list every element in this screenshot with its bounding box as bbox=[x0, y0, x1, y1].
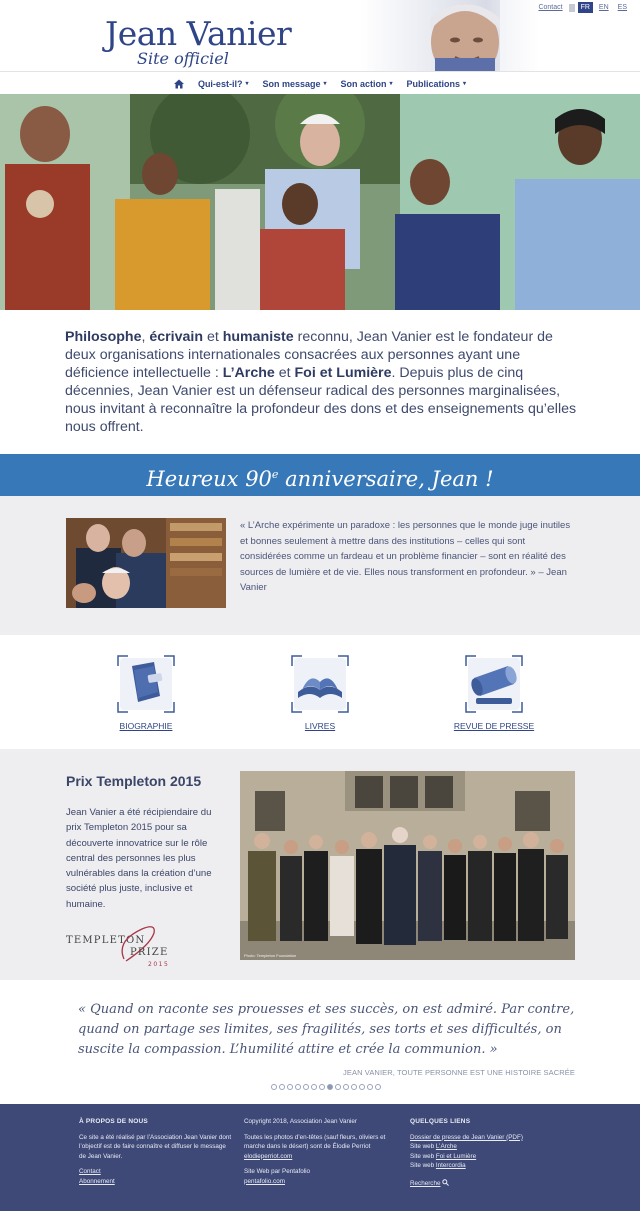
divider bbox=[569, 4, 575, 12]
resource-links bbox=[0, 635, 640, 749]
pentafolio-link[interactable]: pentafolio.com bbox=[244, 1177, 285, 1185]
search-link[interactable]: Recherche bbox=[410, 1179, 441, 1187]
biography-card[interactable] bbox=[96, 652, 196, 731]
intro-text: . Depuis plus de cinq décennies, Jean Vanier est un défenseur radical des personnes marginalisées, nous invitant à reconnaître la profondeur des dons et des enseignements qu’elles nous offrent. bbox=[65, 365, 577, 435]
nav-qui-est-il[interactable] bbox=[198, 79, 249, 89]
carousel-dot[interactable] bbox=[343, 1084, 349, 1090]
keyword: Foi et Lumière bbox=[294, 365, 392, 381]
nav-label: Son action bbox=[340, 78, 387, 89]
carousel-dot[interactable] bbox=[271, 1084, 277, 1090]
chevron-down-icon: ▾ bbox=[323, 81, 327, 87]
carousel-dot[interactable] bbox=[351, 1084, 357, 1090]
main-nav bbox=[0, 73, 640, 94]
quote-section bbox=[0, 496, 640, 635]
intro-paragraph bbox=[65, 328, 580, 436]
press-card[interactable] bbox=[444, 652, 544, 731]
carousel-dot[interactable] bbox=[279, 1084, 285, 1090]
nav-label: Qui-est-il? bbox=[197, 78, 243, 89]
copyright-text: Copyright 2018, Association Jean Vanier bbox=[244, 1118, 357, 1125]
chevron-down-icon: ▾ bbox=[463, 81, 467, 87]
footer-copyright bbox=[244, 1117, 394, 1186]
link-prefix: Site web bbox=[410, 1162, 436, 1169]
contact-link[interactable]: Contact bbox=[538, 4, 563, 11]
templeton-title: Prix Templeton 2015 bbox=[66, 773, 202, 789]
link-prefix: Site web bbox=[410, 1152, 436, 1160]
logo-year: 2015 bbox=[148, 961, 170, 968]
press-link[interactable]: REVUE DE PRESSE bbox=[453, 721, 535, 731]
carousel-dot[interactable] bbox=[367, 1084, 373, 1090]
quote-text: « L’Arche expérimente un paradoxe : les personnes que le monde juge inutiles et bonnes seulement à mettre dans des institutions – celles qui sont considérées comme un fardeau et un problème financier – sont en réalité des sources de lumière et de vie. Elles nous transforment en profondeur. » – Jean Vanier bbox=[240, 520, 571, 593]
press-kit-link[interactable]: Dossier de presse de Jean Vanier (PDF) bbox=[410, 1133, 523, 1141]
footer-contact-link[interactable]: Contact bbox=[79, 1168, 101, 1175]
language-switcher bbox=[535, 2, 630, 13]
site-subtitle: Site officiel bbox=[137, 49, 229, 68]
photo-credit: Photo: Templeton Foundation bbox=[244, 953, 297, 958]
chevron-down-icon: ▾ bbox=[245, 81, 249, 87]
carousel-dot[interactable] bbox=[319, 1084, 325, 1090]
chevron-down-icon: ▾ bbox=[389, 81, 393, 87]
site-title[interactable]: Jean Vanier bbox=[105, 14, 292, 53]
site-header bbox=[0, 0, 640, 72]
templeton-section bbox=[0, 749, 640, 980]
books-card[interactable] bbox=[270, 652, 370, 731]
intercordia-link[interactable]: Intercordia bbox=[435, 1162, 466, 1169]
nav-home[interactable] bbox=[174, 79, 184, 89]
footer-links bbox=[410, 1117, 570, 1188]
home-icon bbox=[174, 79, 184, 89]
footer-about-text: Ce site a été réalisé par l’Association Jean Vanier dont l’objectif est de faire connaître et diffuser le message de Jean Vanier. bbox=[79, 1133, 232, 1160]
intro-text: et bbox=[203, 329, 223, 345]
footer-heading: QUELQUES LIENS bbox=[410, 1118, 471, 1125]
footer-link-row bbox=[410, 1161, 570, 1171]
book-icon[interactable] bbox=[114, 652, 178, 716]
elodie-link[interactable]: elodieperriot.com bbox=[244, 1152, 293, 1160]
carousel-dot[interactable] bbox=[327, 1084, 333, 1090]
intro-text: reconnu, Jean Vanier est le fondateur de deux organisations internationales consacrées aux personnes ayant une déficience intellectuelle : bbox=[65, 329, 553, 381]
nav-publications[interactable] bbox=[407, 79, 467, 89]
citation-text: « Quand on raconte ses prouesses et ses succès, on est admiré. Par contre, quand on partage ses limites, ses fragilités, ses torts et ses difficultés, on suscite la compassion. L’humilité attire et crée la communion. » bbox=[78, 1002, 575, 1057]
templeton-photo bbox=[240, 771, 575, 960]
logo-text: PRIZE bbox=[130, 947, 169, 958]
banner-text: Heureux 90 bbox=[146, 467, 272, 491]
citation-source: JEAN VANIER, TOUTE PERSONNE EST UNE HISTOIRE SACRÉE bbox=[343, 1068, 575, 1077]
hero-photo bbox=[0, 94, 640, 310]
open-book-icon[interactable] bbox=[288, 652, 352, 716]
link-prefix: Site web bbox=[410, 1143, 436, 1150]
photo-credits-text: Toutes les photos d’en-têtes (sauf fleurs, oliviers et marche dans le désert) sont de Élodie Perriot bbox=[244, 1133, 386, 1150]
carousel-dot[interactable] bbox=[359, 1084, 365, 1090]
footer-link-row bbox=[410, 1142, 570, 1152]
site-credits-text: Site Web par Pentafolio bbox=[244, 1168, 311, 1175]
lang-en[interactable]: EN bbox=[598, 4, 609, 11]
keyword: humaniste bbox=[222, 329, 294, 345]
header-portrait bbox=[360, 0, 540, 72]
lang-es[interactable]: ES bbox=[617, 4, 627, 11]
nav-label: Son message bbox=[262, 78, 321, 89]
intro-text: , bbox=[141, 329, 150, 345]
intro-text: et bbox=[274, 365, 295, 381]
banner-sup: e bbox=[271, 468, 279, 481]
carousel-dot[interactable] bbox=[287, 1084, 293, 1090]
banner-text: anniversaire, Jean ! bbox=[278, 467, 494, 491]
carousel-dot[interactable] bbox=[303, 1084, 309, 1090]
anniversary-banner bbox=[0, 454, 640, 496]
footer-about bbox=[79, 1117, 234, 1186]
logo-text: TEMPLETON bbox=[66, 935, 146, 946]
carousel-dots bbox=[271, 1084, 381, 1090]
footer-subscribe-link[interactable]: Abonnement bbox=[79, 1177, 115, 1185]
keyword: Philosophe bbox=[65, 329, 142, 345]
carousel-dot[interactable] bbox=[295, 1084, 301, 1090]
templeton-prize-logo bbox=[64, 921, 184, 969]
templeton-text: Jean Vanier a été récipiendaire du prix Templeton 2015 pour sa découverte innovatrice sur le rôle central des personnes les plus vulnérables dans la création d’une société plus juste, inclusive et humaine. bbox=[66, 807, 212, 910]
biography-link[interactable]: BIOGRAPHIE bbox=[119, 721, 173, 731]
nav-son-action[interactable] bbox=[341, 79, 393, 89]
carousel-dot[interactable] bbox=[311, 1084, 317, 1090]
footer-search[interactable] bbox=[410, 1179, 570, 1189]
footer-link-row bbox=[410, 1152, 570, 1162]
nav-son-message[interactable] bbox=[262, 79, 326, 89]
footer-heading: À PROPOS DE NOUS bbox=[79, 1118, 148, 1125]
site-footer bbox=[0, 1104, 640, 1211]
keyword: L’Arche bbox=[222, 365, 275, 381]
nav-label: Publications bbox=[406, 78, 461, 89]
carousel-dot[interactable] bbox=[335, 1084, 341, 1090]
arche-link[interactable]: L’Arche bbox=[435, 1143, 457, 1150]
quote-photo bbox=[66, 518, 226, 608]
foi-lumiere-link[interactable]: Foi et Lumière bbox=[435, 1152, 477, 1160]
keyword: écrivain bbox=[149, 329, 203, 345]
carousel-dot[interactable] bbox=[375, 1084, 381, 1090]
books-link[interactable]: LIVRES bbox=[304, 721, 336, 731]
search-icon[interactable] bbox=[442, 1179, 449, 1186]
lang-fr[interactable]: FR bbox=[578, 2, 593, 13]
newspaper-icon[interactable] bbox=[462, 652, 526, 716]
